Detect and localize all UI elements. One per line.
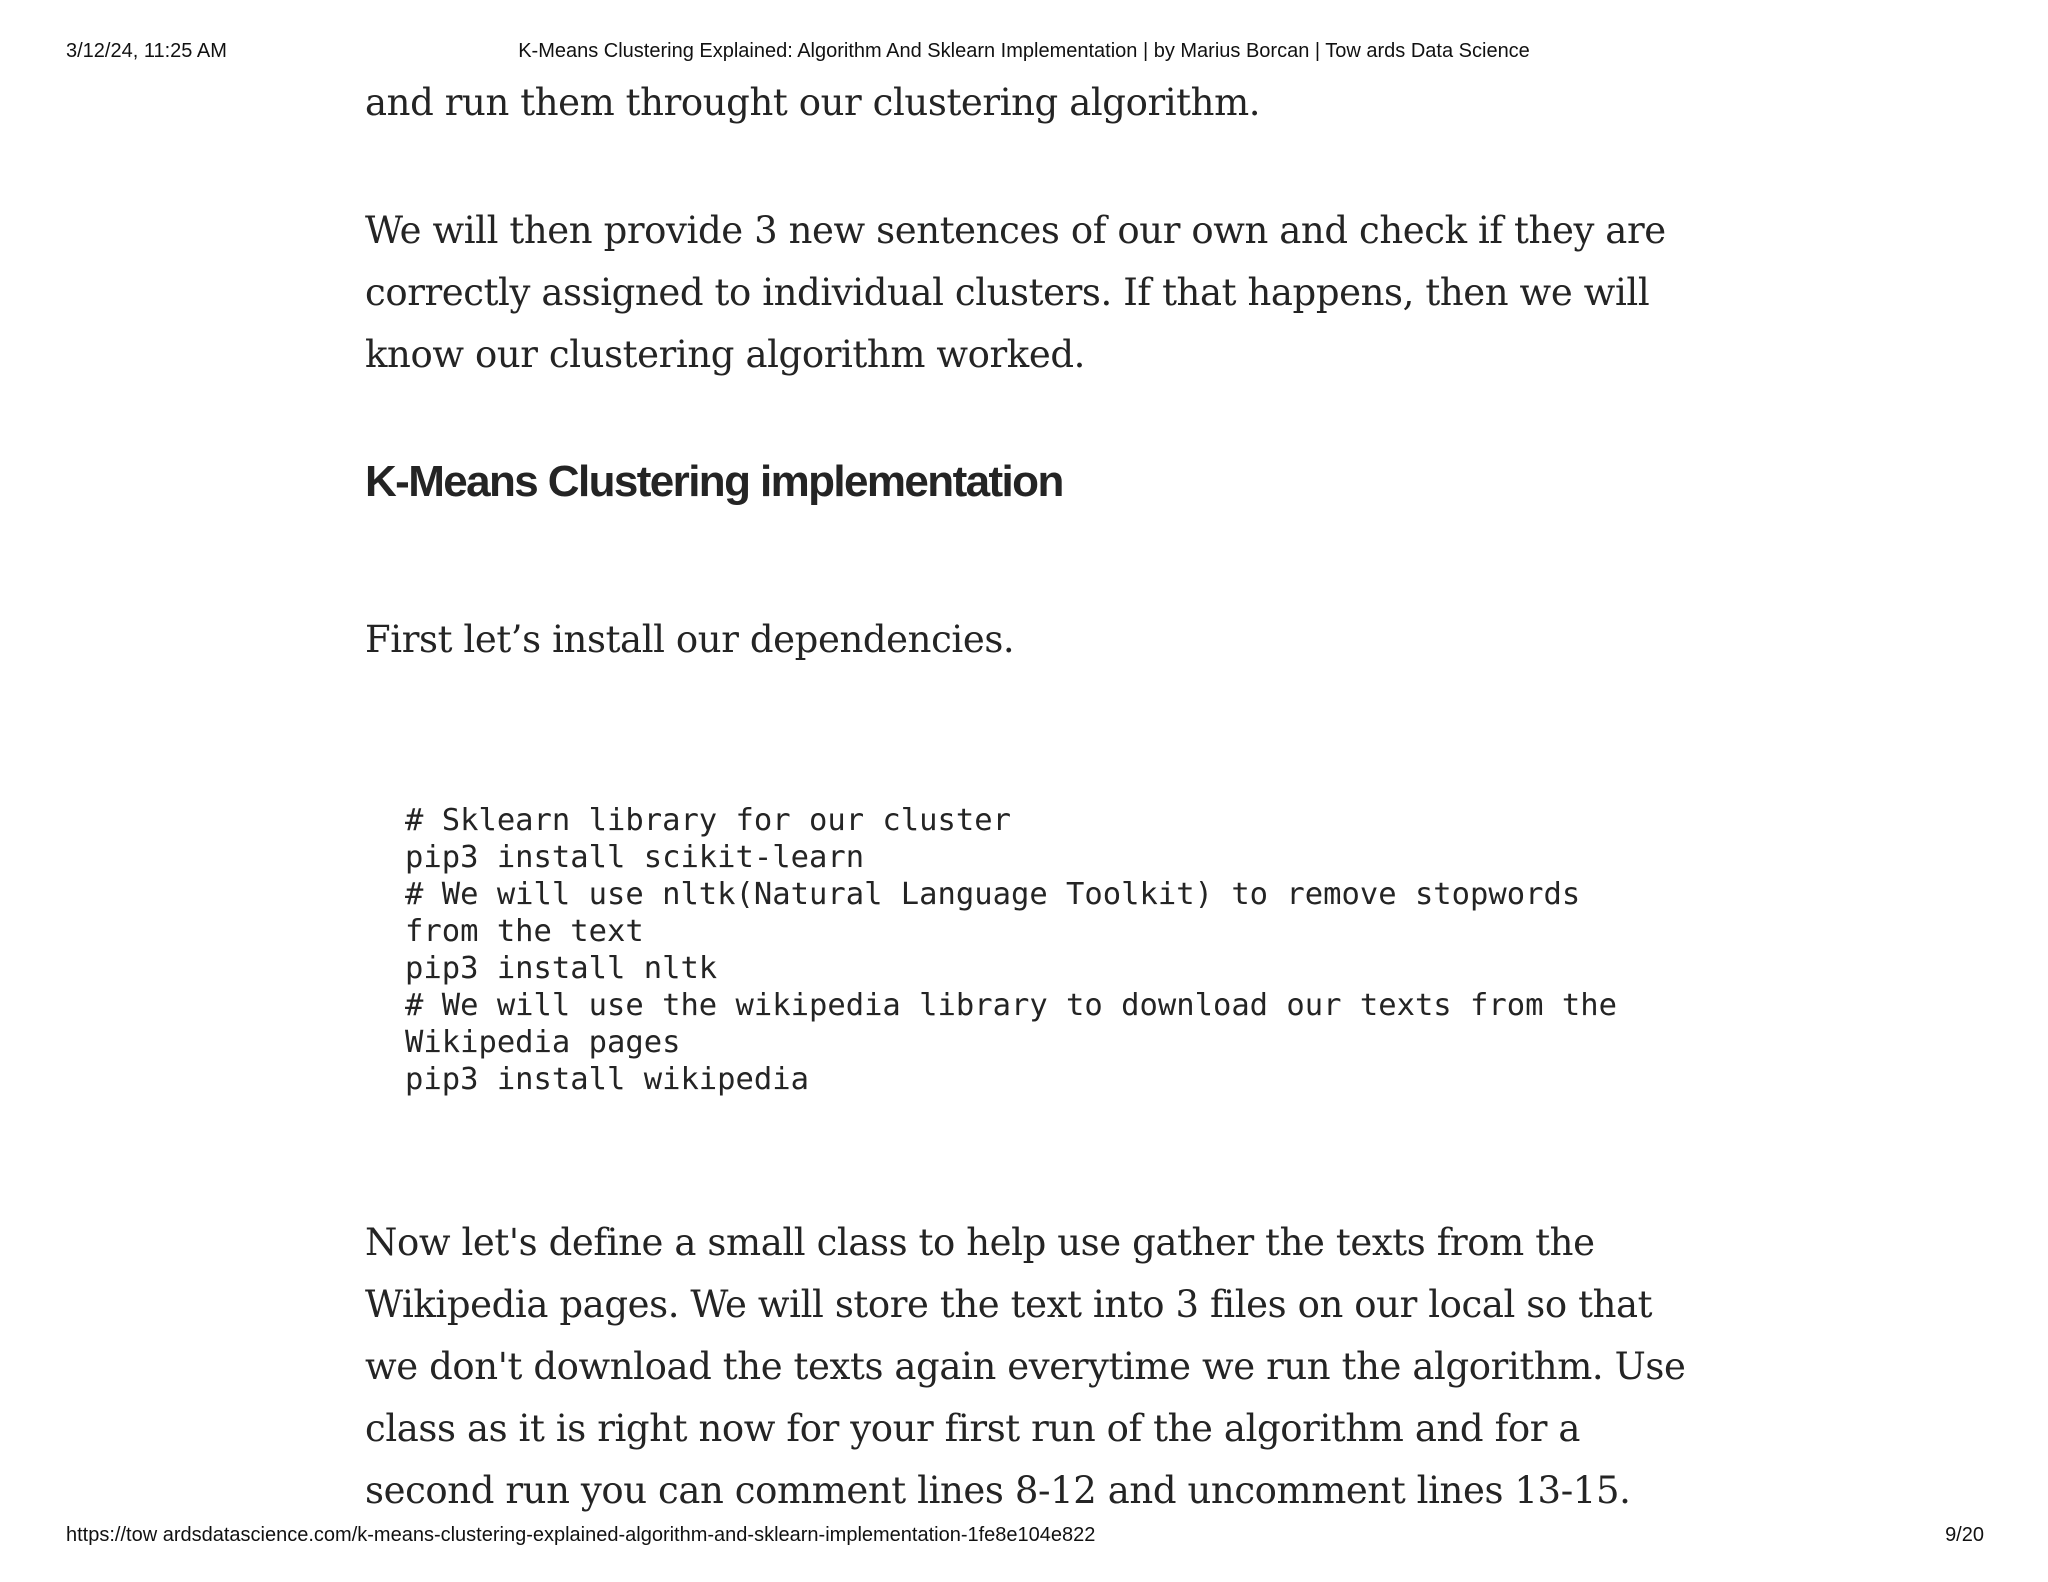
code-block	[405, 802, 1617, 1098]
print-page-title: K-Means Clustering Explained: Algorithm And Sklearn Implementation | by Marius Borcan | Tow ards Data Science	[518, 40, 1530, 62]
paragraph-install-deps: First let’s install our dependencies.	[365, 618, 1015, 661]
paragraph-wikipedia-class: Now let's define a small class to help use gather the texts from the Wikipedia pages. We will store the text into 3 files on our local so that we don't download the texts again everytime we run the algorithm. Use class as it is right now for your first run of the algorithm and for a second run you can comment lines 8-12 and uncomment lines 13-15.	[365, 1221, 1686, 1512]
section-heading: K-Means Clustering implementation	[365, 457, 1063, 506]
print-date: 3/12/24, 11:25 AM	[66, 40, 227, 62]
paragraph-intro-end: and run them throught our clustering algorithm.	[365, 81, 1261, 124]
print-header	[0, 40, 2048, 66]
code-line: pip3 install scikit-learn	[405, 840, 865, 875]
page-number: 9/20	[1945, 1524, 1984, 1546]
print-footer	[0, 1524, 2048, 1550]
code-line: from the text	[405, 914, 644, 949]
code-line: pip3 install wikipedia	[405, 1062, 809, 1097]
code-line: # Sklearn library for our cluster	[405, 803, 1011, 838]
code-line: # We will use the wikipedia library to download our texts from the	[405, 988, 1617, 1023]
paragraph-test-sentences: We will then provide 3 new sentences of our own and check if they are correctly assigned to individual clusters. If that happens, then we will know our clustering algorithm worked.	[365, 209, 1666, 376]
code-line: # We will use nltk(Natural Language Toolkit) to remove stopwords	[405, 877, 1581, 912]
code-line: Wikipedia pages	[405, 1025, 681, 1060]
print-url: https://tow ardsdatascience.com/k-means-clustering-explained-algorithm-and-sklearn-implementation-1fe8e104e822	[66, 1524, 1096, 1546]
code-line: pip3 install nltk	[405, 951, 718, 986]
